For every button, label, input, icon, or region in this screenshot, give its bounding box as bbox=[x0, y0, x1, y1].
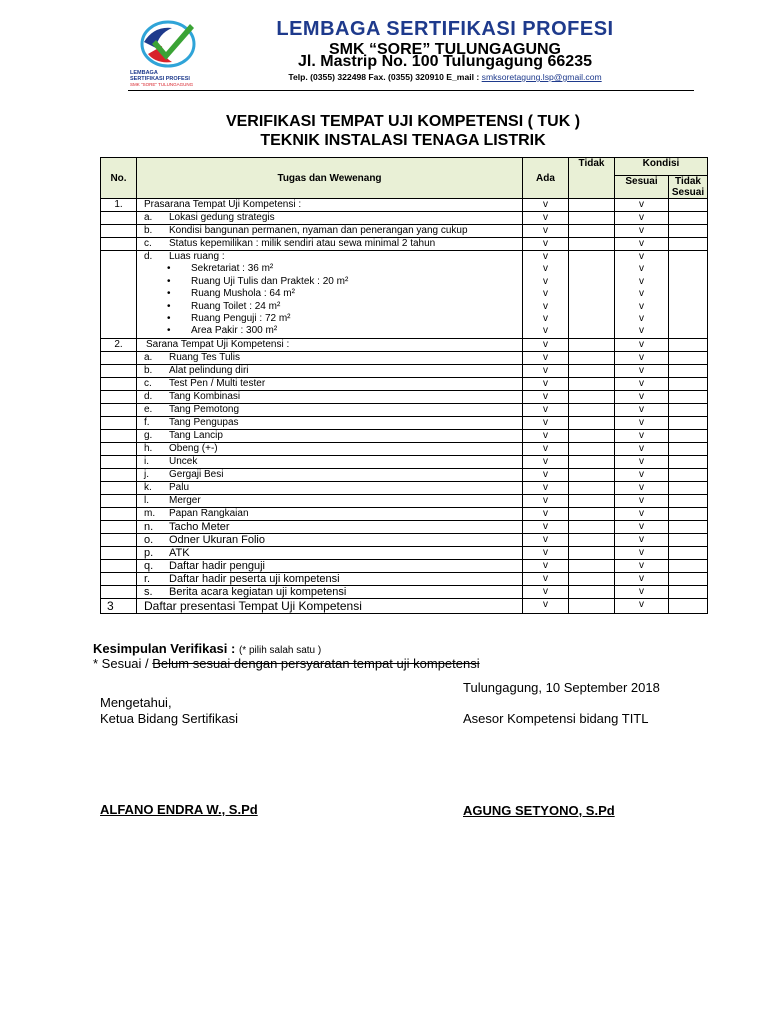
table-row bbox=[101, 338, 708, 351]
check-sesuai: v bbox=[615, 199, 669, 212]
header-tidak: Tidak bbox=[569, 158, 615, 199]
table-row bbox=[101, 546, 708, 559]
check-sesuai: v bbox=[615, 377, 669, 390]
header-no: No. bbox=[101, 158, 137, 199]
check-sesuai: v bbox=[615, 520, 669, 533]
svg-text:SMK "SORE" TULUNGAGUNG: SMK "SORE" TULUNGAGUNG bbox=[130, 82, 194, 87]
list-item: • Ruang Penguji : 72 m² bbox=[167, 313, 291, 325]
item-cell: l. Merger bbox=[137, 494, 523, 507]
header-tugas: Tugas dan Wewenang bbox=[137, 158, 523, 199]
table-row bbox=[101, 403, 708, 416]
check-sesuai: v bbox=[615, 481, 669, 494]
option-sesuai: * Sesuai / bbox=[93, 656, 153, 671]
list-item: • Ruang Mushola : 64 m² bbox=[167, 288, 295, 300]
check-sesuai: v bbox=[615, 351, 669, 364]
item-cell: r. Daftar hadir peserta uji kompetensi bbox=[137, 572, 523, 585]
table-row: a. Lokasi gedung strategis v v bbox=[101, 212, 708, 225]
check-ada: v bbox=[523, 212, 569, 225]
list-item: • Area Pakir : 300 m² bbox=[167, 325, 278, 337]
item-cell: e. Tang Pemotong bbox=[137, 403, 523, 416]
table-row: c. Status kepemilikan : milik sendiri atau sewa minimal 2 tahun v v bbox=[101, 238, 708, 251]
item-cell: g. Tang Lancip bbox=[137, 429, 523, 442]
check-ada: v bbox=[523, 455, 569, 468]
conclusion-label: Kesimpulan Verifikasi : bbox=[93, 641, 236, 656]
conclusion-heading bbox=[93, 641, 321, 656]
item-cell: p. ATK bbox=[137, 546, 523, 559]
check-ada: v bbox=[523, 559, 569, 572]
table-row bbox=[101, 481, 708, 494]
check-ada: v bbox=[523, 598, 569, 613]
table-row bbox=[101, 559, 708, 572]
table-row bbox=[101, 572, 708, 585]
svg-text:LEMBAGA: LEMBAGA bbox=[130, 70, 158, 76]
check-ada: v bbox=[523, 364, 569, 377]
check-ada: v bbox=[523, 442, 569, 455]
check-sesuai: v bbox=[615, 455, 669, 468]
table-row bbox=[101, 585, 708, 598]
check-ada: v bbox=[523, 377, 569, 390]
check-sesuai-group: v v v v v v v bbox=[615, 251, 669, 339]
header-tidak-sesuai: Tidak Sesuai bbox=[669, 176, 708, 199]
check-sesuai: v bbox=[615, 585, 669, 598]
check-sesuai: v bbox=[615, 546, 669, 559]
org-name: LEMBAGA SERTIFIKASI PROFESI bbox=[276, 18, 614, 40]
check-sesuai: v bbox=[615, 238, 669, 251]
check-ada: v bbox=[523, 533, 569, 546]
check-ada: v bbox=[523, 338, 569, 351]
row-no: 2. bbox=[101, 338, 137, 351]
item-cell: c. Test Pen / Multi tester bbox=[137, 377, 523, 390]
acknowledge-label: Mengetahui, bbox=[100, 695, 172, 710]
check-ada: v bbox=[523, 429, 569, 442]
check-ada: v bbox=[523, 546, 569, 559]
row-title: Daftar presentasi Tempat Uji Kompetensi bbox=[137, 598, 523, 613]
right-signer-role: Asesor Kompetensi bidang TITL bbox=[463, 711, 649, 726]
check-sesuai: v bbox=[615, 225, 669, 238]
check-ada: v bbox=[523, 416, 569, 429]
check-sesuai: v bbox=[615, 364, 669, 377]
contact-phone-fax: Telp. (0355) 322498 Fax. (0355) 320910 E_mail : bbox=[288, 72, 480, 82]
check-ada: v bbox=[523, 507, 569, 520]
table-row bbox=[101, 533, 708, 546]
verification-table bbox=[100, 157, 708, 614]
table-row bbox=[101, 251, 708, 339]
conclusion-options bbox=[93, 656, 480, 671]
item-cell: s. Berita acara kegiatan uji kompetensi bbox=[137, 585, 523, 598]
table-row bbox=[101, 494, 708, 507]
check-sesuai: v bbox=[615, 403, 669, 416]
check-ada: v bbox=[523, 520, 569, 533]
school-address: Jl. Mastrip No. 100 Tulungagung 66235 bbox=[298, 53, 592, 70]
check-sesuai: v bbox=[615, 494, 669, 507]
table-row bbox=[101, 598, 708, 613]
check-ada-group: v v v v v v v bbox=[523, 251, 569, 339]
left-signer-role: Ketua Bidang Sertifikasi bbox=[100, 711, 239, 726]
check-sesuai: v bbox=[615, 390, 669, 403]
right-signer-name: AGUNG SETYONO, S.Pd bbox=[463, 803, 615, 818]
check-ada: v bbox=[523, 572, 569, 585]
table-row bbox=[101, 364, 708, 377]
table-row bbox=[101, 377, 708, 390]
item-cell: h. Obeng (+-) bbox=[137, 442, 523, 455]
list-item: • Ruang Uji Tulis dan Praktek : 20 m² bbox=[167, 275, 349, 287]
check-ada: v bbox=[523, 494, 569, 507]
check-sesuai: v bbox=[615, 533, 669, 546]
check-sesuai: v bbox=[615, 507, 669, 520]
place-date: Tulungagung, 10 September 2018 bbox=[463, 680, 660, 695]
check-ada: v bbox=[523, 199, 569, 212]
table-row bbox=[101, 199, 708, 212]
table-row bbox=[101, 442, 708, 455]
section2-items bbox=[101, 351, 708, 598]
contact-email[interactable]: smksoretagung.lsp@gmail.com bbox=[481, 72, 602, 82]
school-name: SMK “SORE” TULUNGAGUNG bbox=[329, 41, 561, 58]
svg-text:SERTIFIKASI PROFESI: SERTIFIKASI PROFESI bbox=[130, 76, 190, 82]
item-cell: q. Daftar hadir penguji bbox=[137, 559, 523, 572]
check-ada: v bbox=[523, 225, 569, 238]
contact-line bbox=[240, 72, 650, 82]
table-row bbox=[101, 351, 708, 364]
lsp-logo bbox=[128, 18, 234, 88]
check-sesuai: v bbox=[615, 429, 669, 442]
list-item: • Ruang Toilet : 24 m² bbox=[167, 300, 281, 312]
check-sesuai: v bbox=[615, 559, 669, 572]
check-sesuai: v bbox=[615, 598, 669, 613]
list-item: • Sekretariat : 36 m² bbox=[167, 263, 274, 275]
check-ada: v bbox=[523, 403, 569, 416]
table-row bbox=[101, 429, 708, 442]
item-cell: o. Odner Ukuran Folio bbox=[137, 533, 523, 546]
table-row bbox=[101, 507, 708, 520]
item-cell: k. Palu bbox=[137, 481, 523, 494]
option-belum-sesuai: Belum sesuai dengan persyaratan tempat uji kompetensi bbox=[152, 656, 480, 671]
row-no: 1. bbox=[101, 199, 137, 212]
check-ada: v bbox=[523, 468, 569, 481]
item-cell: j. Gergaji Besi bbox=[137, 468, 523, 481]
table-header-row bbox=[101, 158, 708, 176]
conclusion-note: (* pilih salah satu ) bbox=[238, 645, 322, 656]
check-sesuai: v bbox=[615, 338, 669, 351]
header-sesuai: Sesuai bbox=[615, 176, 669, 199]
check-ada: v bbox=[523, 585, 569, 598]
header-ada: Ada bbox=[523, 158, 569, 199]
check-sesuai: v bbox=[615, 212, 669, 225]
table-row bbox=[101, 416, 708, 429]
check-sesuai: v bbox=[615, 468, 669, 481]
check-ada: v bbox=[523, 238, 569, 251]
check-sesuai: v bbox=[615, 416, 669, 429]
item-cell: f. Tang Pengupas bbox=[137, 416, 523, 429]
table-row bbox=[101, 468, 708, 481]
item-cell: i. Uncek bbox=[137, 455, 523, 468]
row-title: Prasarana Tempat Uji Kompetensi : bbox=[137, 199, 523, 212]
item-cell: n. Tacho Meter bbox=[137, 520, 523, 533]
table-row bbox=[101, 390, 708, 403]
table-row bbox=[101, 455, 708, 468]
check-sesuai: v bbox=[615, 442, 669, 455]
table-row: b. Kondisi bangunan permanen, nyaman dan penerangan yang cukup v v bbox=[101, 225, 708, 238]
item-cell: a. Ruang Tes Tulis bbox=[137, 351, 523, 364]
item-cell: d. Tang Kombinasi bbox=[137, 390, 523, 403]
row-title: Sarana Tempat Uji Kompetensi : bbox=[137, 338, 523, 351]
doc-title-line2: TEKNIK INSTALASI TENAGA LISTRIK bbox=[260, 132, 546, 149]
left-signer-name: ALFANO ENDRA W., S.Pd bbox=[100, 802, 258, 817]
check-sesuai: v bbox=[615, 572, 669, 585]
check-ada: v bbox=[523, 351, 569, 364]
doc-title-line1: VERIFIKASI TEMPAT UJI KOMPETENSI ( TUK ) bbox=[225, 113, 581, 130]
row-no: 3 bbox=[101, 598, 137, 613]
header-divider bbox=[128, 90, 694, 91]
table-row bbox=[101, 520, 708, 533]
luas-ruang-cell: d. Luas ruang : • Sekretariat : 36 m² • Ruang Uji Tulis dan Praktek : 20 m² • Ruang Mushola : 64 m² • Ruang Toilet : 24 m² • Ruang Penguji : 72 m² • Area Pakir : 300 m² bbox=[137, 251, 523, 339]
check-ada: v bbox=[523, 390, 569, 403]
check-ada: v bbox=[523, 481, 569, 494]
item-cell: b. Alat pelindung diri bbox=[137, 364, 523, 377]
header-kondisi: Kondisi bbox=[615, 158, 708, 176]
item-cell: m. Papan Rangkaian bbox=[137, 507, 523, 520]
